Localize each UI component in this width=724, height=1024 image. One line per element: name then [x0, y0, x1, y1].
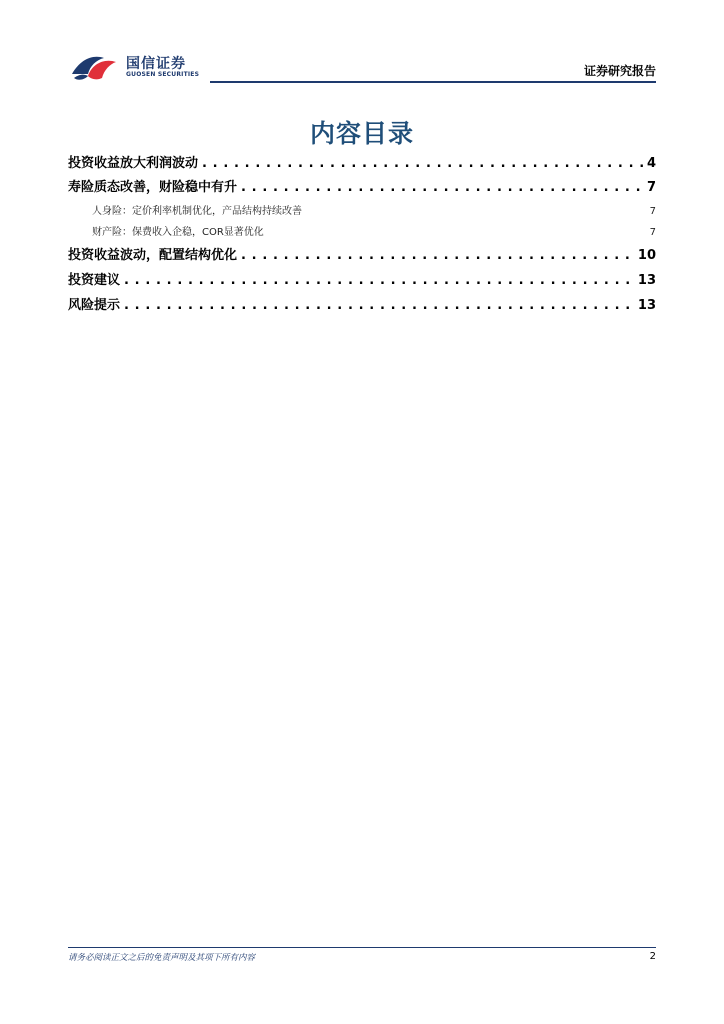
toc-dot-leader: [124, 271, 634, 284]
toc-entry-page: 4: [646, 156, 656, 171]
toc-dot-leader: [268, 227, 646, 235]
guosen-logo-mark-icon: [70, 52, 120, 82]
toc-entry-page: 7: [646, 180, 656, 195]
toc-entry[interactable]: [68, 296, 656, 316]
toc-entry[interactable]: [68, 154, 656, 174]
toc-entry[interactable]: [68, 246, 656, 266]
toc-subentry[interactable]: [92, 204, 656, 220]
toc-dot-leader: [241, 246, 634, 259]
toc-entry[interactable]: [68, 178, 656, 198]
page-header: [68, 50, 656, 84]
toc-entry-page: 13: [637, 298, 656, 313]
toc-entry-label: 财产险：保费收入企稳，COR显著优化: [92, 227, 264, 238]
toc-entry-label: 寿险质态改善，财险稳中有升: [68, 180, 238, 195]
report-type-label: 证券研究报告: [583, 64, 656, 78]
toc-entry-page: 7: [649, 206, 656, 217]
toc-entry-page: 10: [637, 248, 656, 263]
toc-entry-label: 人身险：定价利率机制优化，产品结构持续改善: [92, 206, 302, 217]
toc-entry-page: 7: [649, 227, 656, 238]
footer-disclaimer: 请务必阅读正文之后的免责声明及其项下所有内容: [68, 953, 256, 963]
toc-entry-label: 投资收益放大利润波动: [68, 156, 199, 171]
toc-dot-leader: [306, 206, 646, 214]
logo-english-name: GUOSEN SECURITIES: [126, 71, 200, 78]
toc-dot-leader: [124, 296, 634, 309]
toc-subentry[interactable]: [92, 225, 656, 241]
toc-entry-label: 风险提示: [68, 298, 121, 313]
header-divider: [210, 81, 656, 83]
page-number: 2: [649, 951, 656, 962]
logo-chinese-name: 国信证券: [126, 56, 186, 72]
toc-title: 内容目录: [309, 119, 414, 148]
toc-entry-page: 13: [637, 273, 656, 288]
toc-dot-leader: [202, 154, 643, 167]
company-logo: [68, 50, 208, 84]
footer-divider: [68, 947, 656, 948]
toc-entry[interactable]: [68, 271, 656, 291]
toc-entry-label: 投资建议: [68, 273, 121, 288]
toc-entry-label: 投资收益波动，配置结构优化: [68, 248, 238, 263]
toc-dot-leader: [241, 178, 643, 191]
